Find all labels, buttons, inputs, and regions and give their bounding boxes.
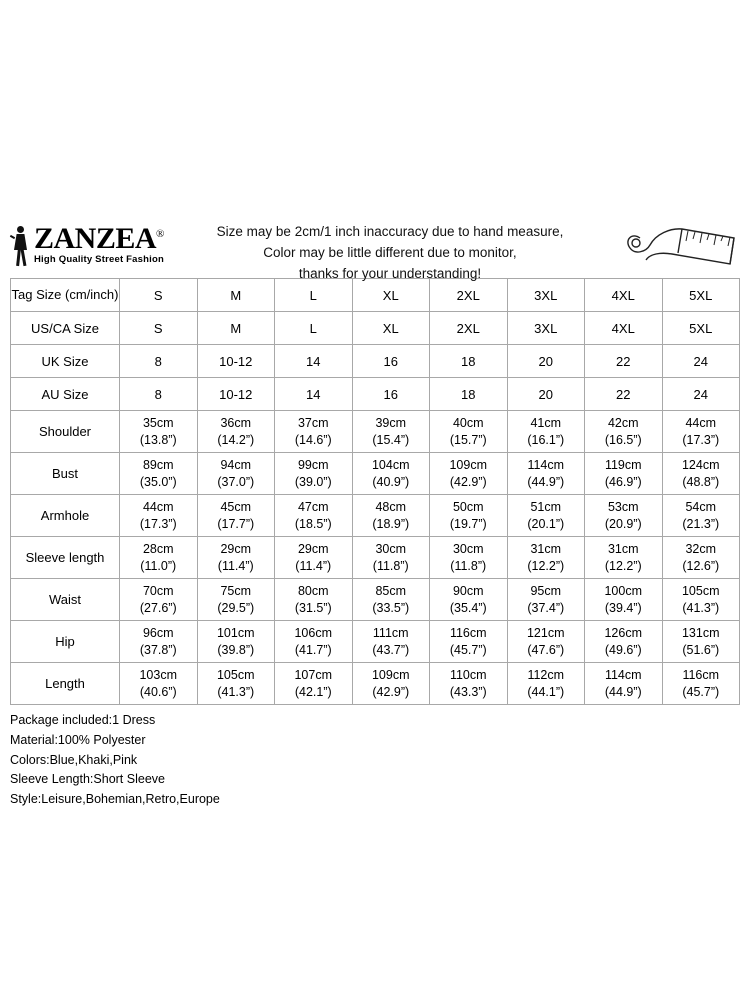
- table-row-shoulder: [11, 411, 740, 453]
- cell-uk-5: 20: [507, 345, 585, 378]
- cell-shoulder-4: 40cm (15.7”): [430, 411, 508, 453]
- brand-name: [34, 224, 164, 254]
- cell-shoulder-6: 42cm (16.5”): [585, 411, 663, 453]
- row-label-sleeve-length: Sleeve length: [11, 537, 120, 579]
- measuring-tape-icon: [610, 216, 740, 278]
- cell-hip-6: 126cm (49.6”): [585, 621, 663, 663]
- cell-tag-size-2: L: [275, 279, 353, 312]
- product-notes: [10, 711, 740, 810]
- table-row-waist: [11, 579, 740, 621]
- row-label-bust: Bust: [11, 453, 120, 495]
- table-row-length: [11, 663, 740, 705]
- cell-tag-size-3: XL: [352, 279, 430, 312]
- cell-waist-4: 90cm (35.4”): [430, 579, 508, 621]
- row-label-uk-size: UK Size: [11, 345, 120, 378]
- cell-tag-size-4: 2XL: [430, 279, 508, 312]
- row-label-length: Length: [11, 663, 120, 705]
- cell-tag-size-1: M: [197, 279, 275, 312]
- cell-us-ca-3: XL: [352, 312, 430, 345]
- cell-tag-size-6: 4XL: [585, 279, 663, 312]
- cell-us-ca-1: M: [197, 312, 275, 345]
- cell-au-6: 22: [585, 378, 663, 411]
- cell-au-4: 18: [430, 378, 508, 411]
- brand-logo: [10, 216, 170, 268]
- cell-us-ca-0: S: [120, 312, 198, 345]
- cell-hip-2: 106cm (41.7”): [275, 621, 353, 663]
- table-row-armhole: [11, 495, 740, 537]
- note-package: Package included:1 Dress: [10, 713, 156, 727]
- cell-bust-2: 99cm (39.0”): [275, 453, 353, 495]
- cell-tag-size-5: 3XL: [507, 279, 585, 312]
- row-label-waist: Waist: [11, 579, 120, 621]
- cell-length-3: 109cm (42.9”): [352, 663, 430, 705]
- cell-armhole-7: 54cm (21.3”): [662, 495, 740, 537]
- chart-header: [0, 208, 750, 281]
- cell-sleeve-3: 30cm (11.8”): [352, 537, 430, 579]
- note-colors: Colors:Blue,Khaki,Pink: [10, 752, 138, 767]
- cell-armhole-5: 51cm (20.1”): [507, 495, 585, 537]
- note-material: Material:100% Polyester: [10, 732, 146, 747]
- cell-uk-2: 14: [275, 345, 353, 378]
- cell-armhole-3: 48cm (18.9”): [352, 495, 430, 537]
- note-style: Style:Leisure,Bohemian,Retro,Europe: [10, 792, 220, 806]
- cell-waist-0: 70cm (27.6”): [120, 579, 198, 621]
- cell-uk-7: 24: [662, 345, 740, 378]
- cell-shoulder-7: 44cm (17.3”): [662, 411, 740, 453]
- cell-bust-6: 119cm (46.9”): [585, 453, 663, 495]
- cell-sleeve-6: 31cm (12.2”): [585, 537, 663, 579]
- row-label-tag-size: [11, 279, 120, 312]
- cell-sleeve-0: 28cm (11.0”): [120, 537, 198, 579]
- table-row-bust: [11, 453, 740, 495]
- cell-us-ca-6: 4XL: [585, 312, 663, 345]
- cell-shoulder-3: 39cm (15.4”): [352, 411, 430, 453]
- cell-length-0: 103cm (40.6”): [120, 663, 198, 705]
- cell-bust-7: 124cm (48.8”): [662, 453, 740, 495]
- cell-sleeve-4: 30cm (11.8”): [430, 537, 508, 579]
- cell-shoulder-1: 36cm (14.2”): [197, 411, 275, 453]
- cell-us-ca-5: 3XL: [507, 312, 585, 345]
- cell-shoulder-0: 35cm (13.8”): [120, 411, 198, 453]
- cell-hip-1: 101cm (39.8”): [197, 621, 275, 663]
- cell-sleeve-1: 29cm (11.4”): [197, 537, 275, 579]
- cell-shoulder-5: 41cm (16.1”): [507, 411, 585, 453]
- cell-bust-4: 109cm (42.9”): [430, 453, 508, 495]
- cell-armhole-6: 53cm (20.9”): [585, 495, 663, 537]
- cell-uk-0: 8: [120, 345, 198, 378]
- cell-length-7: 116cm (45.7”): [662, 663, 740, 705]
- cell-armhole-0: 44cm (17.3”): [120, 495, 198, 537]
- cell-waist-5: 95cm (37.4”): [507, 579, 585, 621]
- notice-line-2: Color may be little different due to monitor,: [263, 244, 517, 260]
- row-label-au-size: AU Size: [11, 378, 120, 411]
- table-row-sleeve-length: [11, 537, 740, 579]
- cell-au-2: 14: [275, 378, 353, 411]
- woman-silhouette-icon: [10, 224, 32, 268]
- cell-bust-0: 89cm (35.0”): [120, 453, 198, 495]
- cell-uk-3: 16: [352, 345, 430, 378]
- row-label-armhole: Armhole: [11, 495, 120, 537]
- table-row-us-ca-size: [11, 312, 740, 345]
- cell-hip-0: 96cm (37.8”): [120, 621, 198, 663]
- cell-bust-5: 114cm (44.9”): [507, 453, 585, 495]
- measurement-notice: [170, 216, 610, 285]
- cell-sleeve-5: 31cm (12.2”): [507, 537, 585, 579]
- row-label-us-ca-size: US/CA Size: [11, 312, 120, 345]
- row-label-shoulder: Shoulder: [11, 411, 120, 453]
- cell-sleeve-2: 29cm (11.4”): [275, 537, 353, 579]
- cell-length-2: 107cm (42.1”): [275, 663, 353, 705]
- cell-length-1: 105cm (41.3”): [197, 663, 275, 705]
- cell-hip-5: 121cm (47.6”): [507, 621, 585, 663]
- cell-sleeve-7: 32cm (12.6”): [662, 537, 740, 579]
- tag-size-label-line2: (cm/inch): [65, 286, 119, 302]
- cell-length-4: 110cm (43.3”): [430, 663, 508, 705]
- cell-us-ca-2: L: [275, 312, 353, 345]
- cell-waist-6: 100cm (39.4”): [585, 579, 663, 621]
- notice-line-1: Size may be 2cm/1 inch inaccuracy due to hand measure,: [216, 224, 564, 239]
- notice-line-3: thanks for your understanding!: [298, 265, 482, 281]
- table-row-uk-size: [11, 345, 740, 378]
- cell-waist-3: 85cm (33.5”): [352, 579, 430, 621]
- cell-au-7: 24: [662, 378, 740, 411]
- cell-au-5: 20: [507, 378, 585, 411]
- cell-armhole-4: 50cm (19.7”): [430, 495, 508, 537]
- cell-au-3: 16: [352, 378, 430, 411]
- cell-shoulder-2: 37cm (14.6”): [275, 411, 353, 453]
- cell-us-ca-7: 5XL: [662, 312, 740, 345]
- cell-waist-7: 105cm (41.3”): [662, 579, 740, 621]
- row-label-hip: Hip: [11, 621, 120, 663]
- brand-name-text: ZANZEA: [34, 222, 157, 255]
- cell-au-1: 10-12: [197, 378, 275, 411]
- cell-us-ca-4: 2XL: [430, 312, 508, 345]
- cell-tag-size-0: S: [120, 279, 198, 312]
- cell-waist-1: 75cm (29.5”): [197, 579, 275, 621]
- cell-armhole-2: 47cm (18.5”): [275, 495, 353, 537]
- table-row-au-size: [11, 378, 740, 411]
- size-table: [10, 278, 740, 705]
- table-row-hip: [11, 621, 740, 663]
- cell-uk-4: 18: [430, 345, 508, 378]
- brand-tagline: High Quality Street Fashion: [34, 254, 164, 265]
- cell-hip-7: 131cm (51.6”): [662, 621, 740, 663]
- cell-bust-1: 94cm (37.0”): [197, 453, 275, 495]
- cell-length-5: 112cm (44.1”): [507, 663, 585, 705]
- cell-bust-3: 104cm (40.9”): [352, 453, 430, 495]
- cell-armhole-1: 45cm (17.7”): [197, 495, 275, 537]
- cell-hip-4: 116cm (45.7”): [430, 621, 508, 663]
- cell-au-0: 8: [120, 378, 198, 411]
- registered-mark: ®: [156, 228, 164, 240]
- size-chart-sheet: [0, 208, 750, 810]
- cell-tag-size-7: 5XL: [662, 279, 740, 312]
- note-sleeve-length: Sleeve Length:Short Sleeve: [10, 772, 165, 787]
- cell-uk-1: 10-12: [197, 345, 275, 378]
- cell-hip-3: 111cm (43.7”): [352, 621, 430, 663]
- cell-waist-2: 80cm (31.5”): [275, 579, 353, 621]
- tag-size-label-line1: Tag Size: [11, 286, 62, 302]
- cell-length-6: 114cm (44.9”): [585, 663, 663, 705]
- cell-uk-6: 22: [585, 345, 663, 378]
